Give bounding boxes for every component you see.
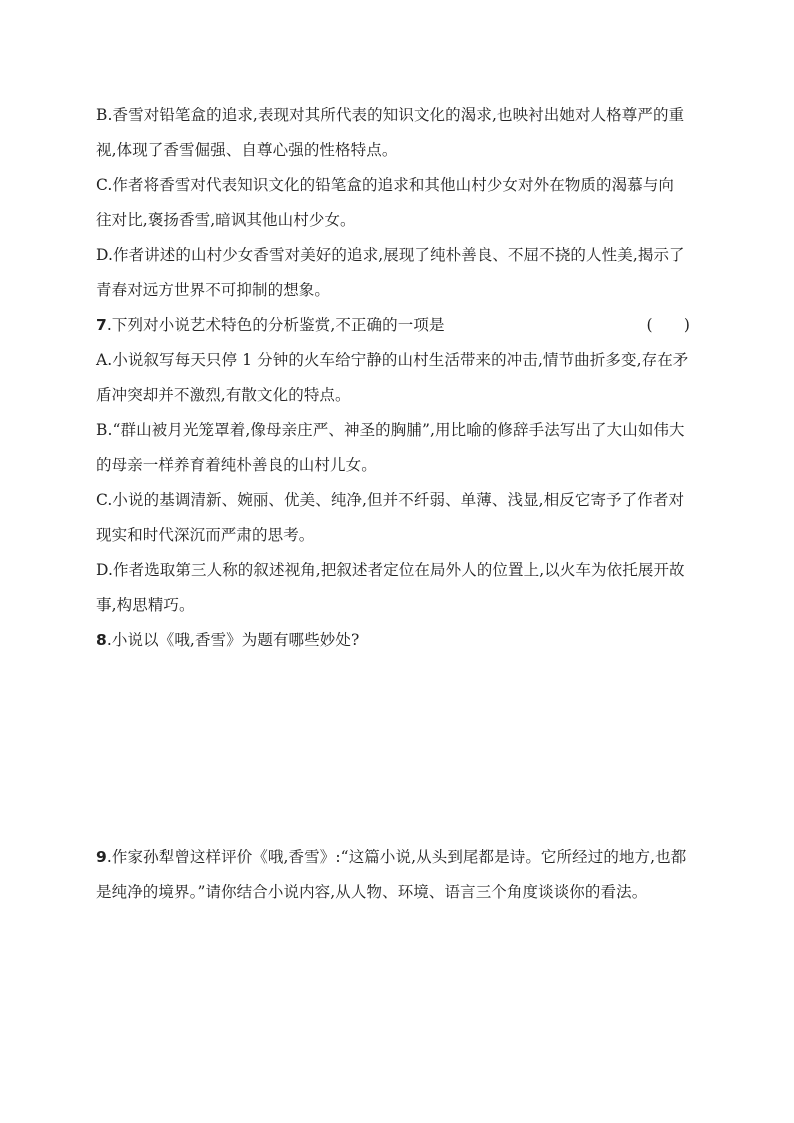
text-line: D.作者选取第三人称的叙述视角,把叙述者定位在局外人的位置上,以火车为依托展开故: [96, 561, 685, 579]
question-6-option-c: [96, 168, 696, 238]
question-7-option-b: [96, 413, 696, 483]
text-line: C.小说的基调清新、婉丽、优美、纯净,但并不纤弱、单薄、浅显,相反它寄予了作者对: [96, 491, 685, 509]
question-7-option-d: [96, 553, 696, 623]
text-line: 是纯净的境界。”请你结合小说内容,从人物、环境、语言三个角度谈谈你的看法。: [96, 883, 648, 901]
question-text: .作家孙犁曾这样评价《哦,香雪》:“这篇小说,从头到尾都是诗。它所经过的地方,也都: [106, 848, 687, 866]
text-line: 的母亲一样养育着纯朴善良的山村儿女。: [96, 456, 377, 474]
text-line: 事,构思精巧。: [96, 596, 195, 614]
text-line: 现实和时代深沉而严肃的思考。: [96, 526, 315, 544]
question-number: 8: [96, 631, 107, 649]
text-line: B.香雪对铅笔盒的追求,表现对其所代表的知识文化的渴求,也映衬出她对人格尊严的重: [96, 106, 685, 124]
text-line: D.作者讲述的山村少女香雪对美好的追求,展现了纯朴善良、不屈不挠的人性美,揭示了: [96, 246, 685, 264]
text-line: A.小说叙写每天只停 1 分钟的火车给宁静的山村生活带来的冲击,情节曲折多变,存在矛: [96, 351, 689, 369]
answer-bracket: ( ): [646, 316, 690, 334]
question-7-option-a: [96, 343, 696, 413]
question-number: 9: [96, 848, 107, 866]
text-line: 往对比,褒扬香雪,暗讽其他山村少女。: [96, 211, 356, 229]
question-7-stem: [96, 308, 696, 343]
text-line: 青春对远方世界不可抑制的想象。: [96, 281, 331, 299]
answer-space: [96, 658, 696, 840]
question-8-stem: [96, 623, 696, 658]
text-line: [96, 840, 696, 875]
document-page: [96, 98, 696, 910]
text-line: B.“群山被月光笼罩着,像母亲庄严、神圣的胸脯”,用比喻的修辞手法写出了大山如伟大: [96, 421, 685, 439]
text-line: C.作者将香雪对代表知识文化的铅笔盒的追求和其他山村少女对外在物质的渴慕与向: [96, 176, 675, 194]
question-text: .小说以《哦,香雪》为题有哪些妙处?: [106, 631, 360, 649]
question-text: .下列对小说艺术特色的分析鉴赏,不正确的一项是: [106, 316, 445, 334]
text-line: 盾冲突却并不激烈,有散文化的特点。: [96, 386, 351, 404]
question-number: 7: [96, 316, 107, 334]
question-7-option-c: [96, 483, 696, 553]
text-line: 视,体现了香雪倔强、自尊心强的性格特点。: [96, 141, 398, 159]
question-6-option-b: [96, 98, 696, 168]
question-6-option-d: [96, 238, 696, 308]
question-9-stem: [96, 840, 696, 910]
